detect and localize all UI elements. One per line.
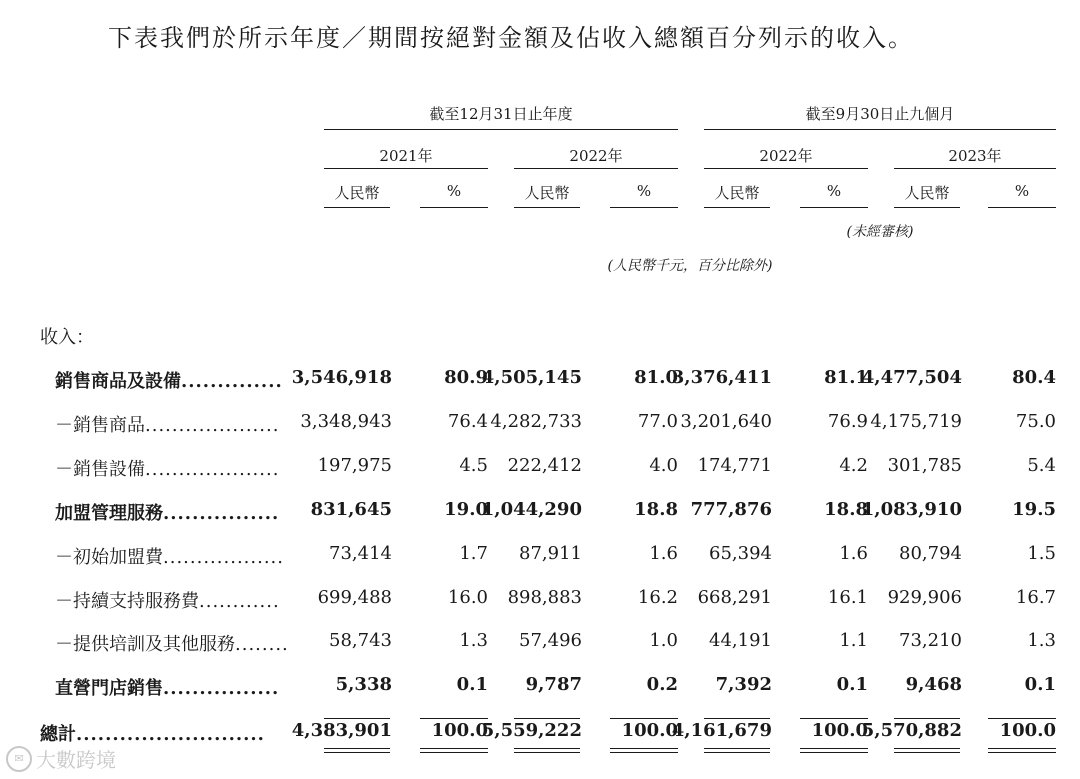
total-double-rule xyxy=(988,752,1056,753)
table-cell: 5.4 xyxy=(1027,455,1056,476)
watermark xyxy=(6,744,116,773)
rule-total-top-4 xyxy=(610,718,678,719)
total-double-rule xyxy=(420,752,488,753)
table-cell: 0.1 xyxy=(836,674,868,695)
section-title: 收入： xyxy=(40,327,94,348)
table-cell: 1,083,910 xyxy=(861,499,962,520)
col-rmb-3: 人民幣 xyxy=(714,184,760,202)
rule-total-top-3 xyxy=(514,718,580,719)
total-double-rule xyxy=(610,748,678,749)
table-cell: 5,559,222 xyxy=(481,720,582,741)
row-label-text: 銷售商品及設備 xyxy=(55,371,181,392)
watermark-text: 大數跨境 xyxy=(36,748,116,772)
table-cell: 100.0 xyxy=(999,720,1056,741)
table-cell: 58,743 xyxy=(329,630,392,651)
table-cell: 4,505,145 xyxy=(481,367,582,388)
table-cell: 1.7 xyxy=(459,543,488,564)
table-cell: 0.1 xyxy=(1024,674,1056,695)
table-cell: 301,785 xyxy=(887,455,962,476)
rule-nine-months xyxy=(704,129,1056,130)
table-cell: 5,570,882 xyxy=(861,720,962,741)
rule-sub-8 xyxy=(988,207,1056,208)
table-cell: 898,883 xyxy=(507,587,582,608)
table-cell: 929,906 xyxy=(887,587,962,608)
header-year-2022b: 2022年 xyxy=(759,147,813,165)
unaudited-note: (未經審核) xyxy=(846,224,914,240)
intro-text: 下表我們於所示年度／期間按絕對金額及佔收入總額百分列示的收入。 xyxy=(108,24,914,52)
rule-sub-1 xyxy=(324,207,390,208)
rule-sub-2 xyxy=(420,207,488,208)
rule-year-4 xyxy=(894,168,1056,169)
table-cell: 16.7 xyxy=(1015,587,1056,608)
col-pct-4: % xyxy=(1014,182,1030,200)
table-cell: 100.0 xyxy=(431,720,488,741)
row-label-text: －初始加盟費 xyxy=(55,547,163,568)
row-label xyxy=(40,720,265,746)
header-year-2022a: 2022年 xyxy=(569,147,623,165)
table-cell: 9,787 xyxy=(525,674,582,695)
row-label xyxy=(55,587,280,613)
unit-note: (人民幣千元，百分比除外) xyxy=(607,258,773,274)
rule-year-3 xyxy=(704,168,868,169)
table-cell: 3,348,943 xyxy=(300,411,392,432)
row-label xyxy=(55,543,284,569)
row-label xyxy=(55,674,279,700)
col-pct-3: % xyxy=(826,182,842,200)
table-cell: 3,201,640 xyxy=(680,411,772,432)
rule-sub-7 xyxy=(894,207,960,208)
rule-total-top-1 xyxy=(324,718,390,719)
table-cell: 18.8 xyxy=(824,499,868,520)
row-label xyxy=(55,411,279,437)
total-double-rule xyxy=(800,748,868,749)
row-leader-dots: .......................... xyxy=(76,724,265,745)
header-nine-months: 截至9月30日止九個月 xyxy=(805,105,955,123)
table-cell: 197,975 xyxy=(317,455,392,476)
wm-logo-icon: ✉ xyxy=(6,746,32,772)
table-cell: 76.4 xyxy=(447,411,488,432)
table-cell: 1.6 xyxy=(839,543,868,564)
row-leader-dots: .................... xyxy=(145,415,280,436)
row-label-text: －提供培訓及其他服務 xyxy=(55,634,235,655)
table-cell: 75.0 xyxy=(1015,411,1056,432)
table-cell: 4,477,504 xyxy=(861,367,962,388)
table-cell: 57,496 xyxy=(519,630,582,651)
row-leader-dots: .................... xyxy=(145,459,280,480)
table-cell: 80.9 xyxy=(444,367,488,388)
total-double-rule xyxy=(988,748,1056,749)
table-cell: 65,394 xyxy=(709,543,772,564)
table-cell: 4.2 xyxy=(839,455,868,476)
row-label xyxy=(55,630,289,656)
total-double-rule xyxy=(894,748,960,749)
table-cell: 87,911 xyxy=(519,543,582,564)
table-cell: 4.0 xyxy=(649,455,678,476)
row-label xyxy=(55,499,279,525)
row-leader-dots: ............ xyxy=(199,591,280,612)
total-double-rule xyxy=(704,748,770,749)
col-rmb-1: 人民幣 xyxy=(334,184,380,202)
total-double-rule xyxy=(704,752,770,753)
table-cell: 80.4 xyxy=(1012,367,1056,388)
table-cell: 1.5 xyxy=(1027,543,1056,564)
total-double-rule xyxy=(324,748,390,749)
table-cell: 1,044,290 xyxy=(481,499,582,520)
table-cell: 9,468 xyxy=(905,674,962,695)
table-cell: 16.0 xyxy=(447,587,488,608)
table-cell: 0.1 xyxy=(456,674,488,695)
row-leader-dots: .................. xyxy=(163,547,284,568)
table-cell: 81.1 xyxy=(824,367,868,388)
table-cell: 18.8 xyxy=(634,499,678,520)
rule-total-top-2 xyxy=(420,718,488,719)
total-double-rule xyxy=(324,752,390,753)
rule-total-top-8 xyxy=(988,718,1056,719)
rule-year-1 xyxy=(324,168,488,169)
table-cell: 73,414 xyxy=(329,543,392,564)
table-cell: 3,376,411 xyxy=(671,367,772,388)
table-cell: 73,210 xyxy=(899,630,962,651)
row-label-text: －銷售商品 xyxy=(55,415,145,436)
table-cell: 699,488 xyxy=(317,587,392,608)
table-cell: 5,338 xyxy=(335,674,392,695)
col-rmb-2: 人民幣 xyxy=(524,184,570,202)
table-cell: 3,546,918 xyxy=(291,367,392,388)
rule-sub-5 xyxy=(704,207,770,208)
total-double-rule xyxy=(800,752,868,753)
table-cell: 77.0 xyxy=(637,411,678,432)
table-cell: 1.0 xyxy=(649,630,678,651)
table-cell: 16.2 xyxy=(637,587,678,608)
table-cell: 4,161,679 xyxy=(671,720,772,741)
row-label-text: 直營門店銷售 xyxy=(55,678,163,699)
table-cell: 19.0 xyxy=(444,499,488,520)
table-cell: 7,392 xyxy=(715,674,772,695)
table-cell: 100.0 xyxy=(811,720,868,741)
table-cell: 4,282,733 xyxy=(490,411,582,432)
header-year-2021: 2021年 xyxy=(379,147,433,165)
table-cell: 777,876 xyxy=(690,499,772,520)
col-pct-1: % xyxy=(446,182,462,200)
table-cell: 668,291 xyxy=(697,587,772,608)
total-double-rule xyxy=(420,748,488,749)
rule-sub-3 xyxy=(514,207,580,208)
col-pct-2: % xyxy=(636,182,652,200)
table-cell: 19.5 xyxy=(1012,499,1056,520)
table-cell: 4,175,719 xyxy=(870,411,962,432)
total-double-rule xyxy=(514,748,580,749)
table-cell: 1.3 xyxy=(459,630,488,651)
table-cell: 16.1 xyxy=(827,587,868,608)
table-cell: 4,383,901 xyxy=(291,720,392,741)
table-cell: 222,412 xyxy=(507,455,582,476)
header-year-2023: 2023年 xyxy=(948,147,1002,165)
rule-sub-4 xyxy=(610,207,678,208)
table-cell: 1.1 xyxy=(839,630,868,651)
row-label-text: 總計 xyxy=(40,724,76,745)
rule-annual xyxy=(324,129,678,130)
table-cell: 174,771 xyxy=(697,455,772,476)
row-label-text: －銷售設備 xyxy=(55,459,145,480)
rule-total-top-5 xyxy=(704,718,770,719)
col-rmb-4: 人民幣 xyxy=(904,184,950,202)
table-cell: 831,645 xyxy=(310,499,392,520)
table-cell: 100.0 xyxy=(621,720,678,741)
table-cell: 1.3 xyxy=(1027,630,1056,651)
total-double-rule xyxy=(894,752,960,753)
row-label-text: 加盟管理服務 xyxy=(55,503,163,524)
total-double-rule xyxy=(514,752,580,753)
header-annual: 截至12月31日止年度 xyxy=(429,105,573,123)
row-label xyxy=(55,367,283,393)
row-label-text: －持續支持服務費 xyxy=(55,591,199,612)
rule-total-top-7 xyxy=(894,718,960,719)
rule-year-2 xyxy=(514,168,678,169)
row-leader-dots: ........ xyxy=(235,634,289,655)
row-leader-dots: ................ xyxy=(163,503,280,524)
table-cell: 4.5 xyxy=(459,455,488,476)
table-cell: 44,191 xyxy=(709,630,772,651)
rule-sub-6 xyxy=(800,207,868,208)
table-cell: 81.0 xyxy=(634,367,678,388)
row-label xyxy=(55,455,279,481)
table-cell: 0.2 xyxy=(646,674,678,695)
row-leader-dots: ................ xyxy=(163,678,280,699)
table-cell: 1.6 xyxy=(649,543,678,564)
rule-total-top-6 xyxy=(800,718,868,719)
row-leader-dots: .............. xyxy=(181,371,283,392)
table-cell: 80,794 xyxy=(899,543,962,564)
table-cell: 76.9 xyxy=(827,411,868,432)
total-double-rule xyxy=(610,752,678,753)
